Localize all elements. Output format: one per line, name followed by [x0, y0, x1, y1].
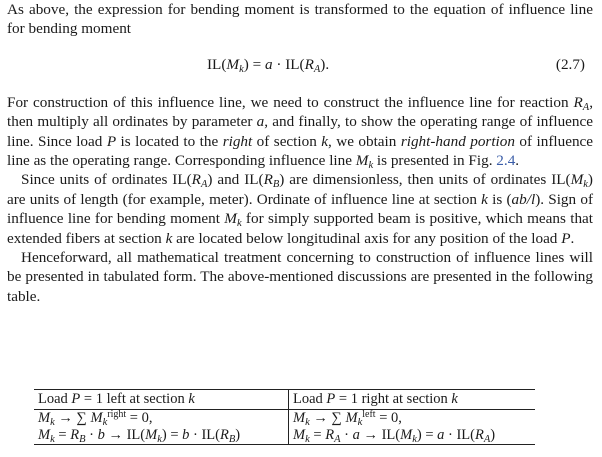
page — [7, 0, 593, 306]
cell-sum-left: $M_k$ → ∑ $M_k^{right} = 0$, — [34, 410, 289, 428]
cell-il-right: $M_k = R_A \cdot a \to IL(M_k) = a \cdot IL(R_A)$ — [289, 427, 536, 445]
cell-sum-right: $M_k$ → ∑ $M_k^{left} = 0$, — [293, 409, 402, 428]
header-right: Load P = 1 right at section k — [289, 390, 536, 410]
construction-paragraph: For construction of this influence line, we need to construct the influence line for reaction $R_A$, then multiply all ordinates by parameter a, and finally, to show the operating range of influence line. Since load P is located to the right of section k, we obtain right-hand portion of influence line as the operating range. Corresponding influence line $M_k$ is presented in Fig. 2.4. — [7, 93, 594, 172]
intro-paragraph: As above, the expression for bending moment is transformed to the equation of influence line for bending moment — [7, 1, 593, 38]
tabulated-paragraph: Henceforward, all mathematical treatment concerning to construction of influence lines will be presented in tabulated form. The above-mentioned discussions are presented in the following table. — [7, 249, 593, 305]
table-header-row — [34, 390, 535, 410]
equation-formula: $IL(M_k) = a \cdot IL(R_A)$. — [207, 55, 330, 75]
summary-table — [34, 389, 535, 445]
header-left: Load P = 1 left at section k — [34, 390, 289, 410]
cell-il-left: $M_k = R_B \cdot b \to IL(M_k) = b \cdot IL(R_B)$ — [34, 427, 289, 445]
equation-2-7 — [7, 55, 593, 77]
table-row — [34, 410, 535, 428]
units-paragraph: Since units of ordinates $IL(R_A)$ and $IL(R_B)$ are dimensionless, then units of ordinates $IL(M_k)$ are units of length (for example, meter). Ordinate of influence line at section k is (ab/l). Sign of influence line for bending moment $M_k$ for simply supported beam is positive, which means that extended fibers at section k are located below longitudinal axis for any position of the load P. — [7, 171, 594, 247]
equation-number: (2.7) — [555, 55, 585, 73]
figure-link[interactable]: 2.4 — [496, 152, 516, 170]
table-row — [34, 427, 535, 445]
